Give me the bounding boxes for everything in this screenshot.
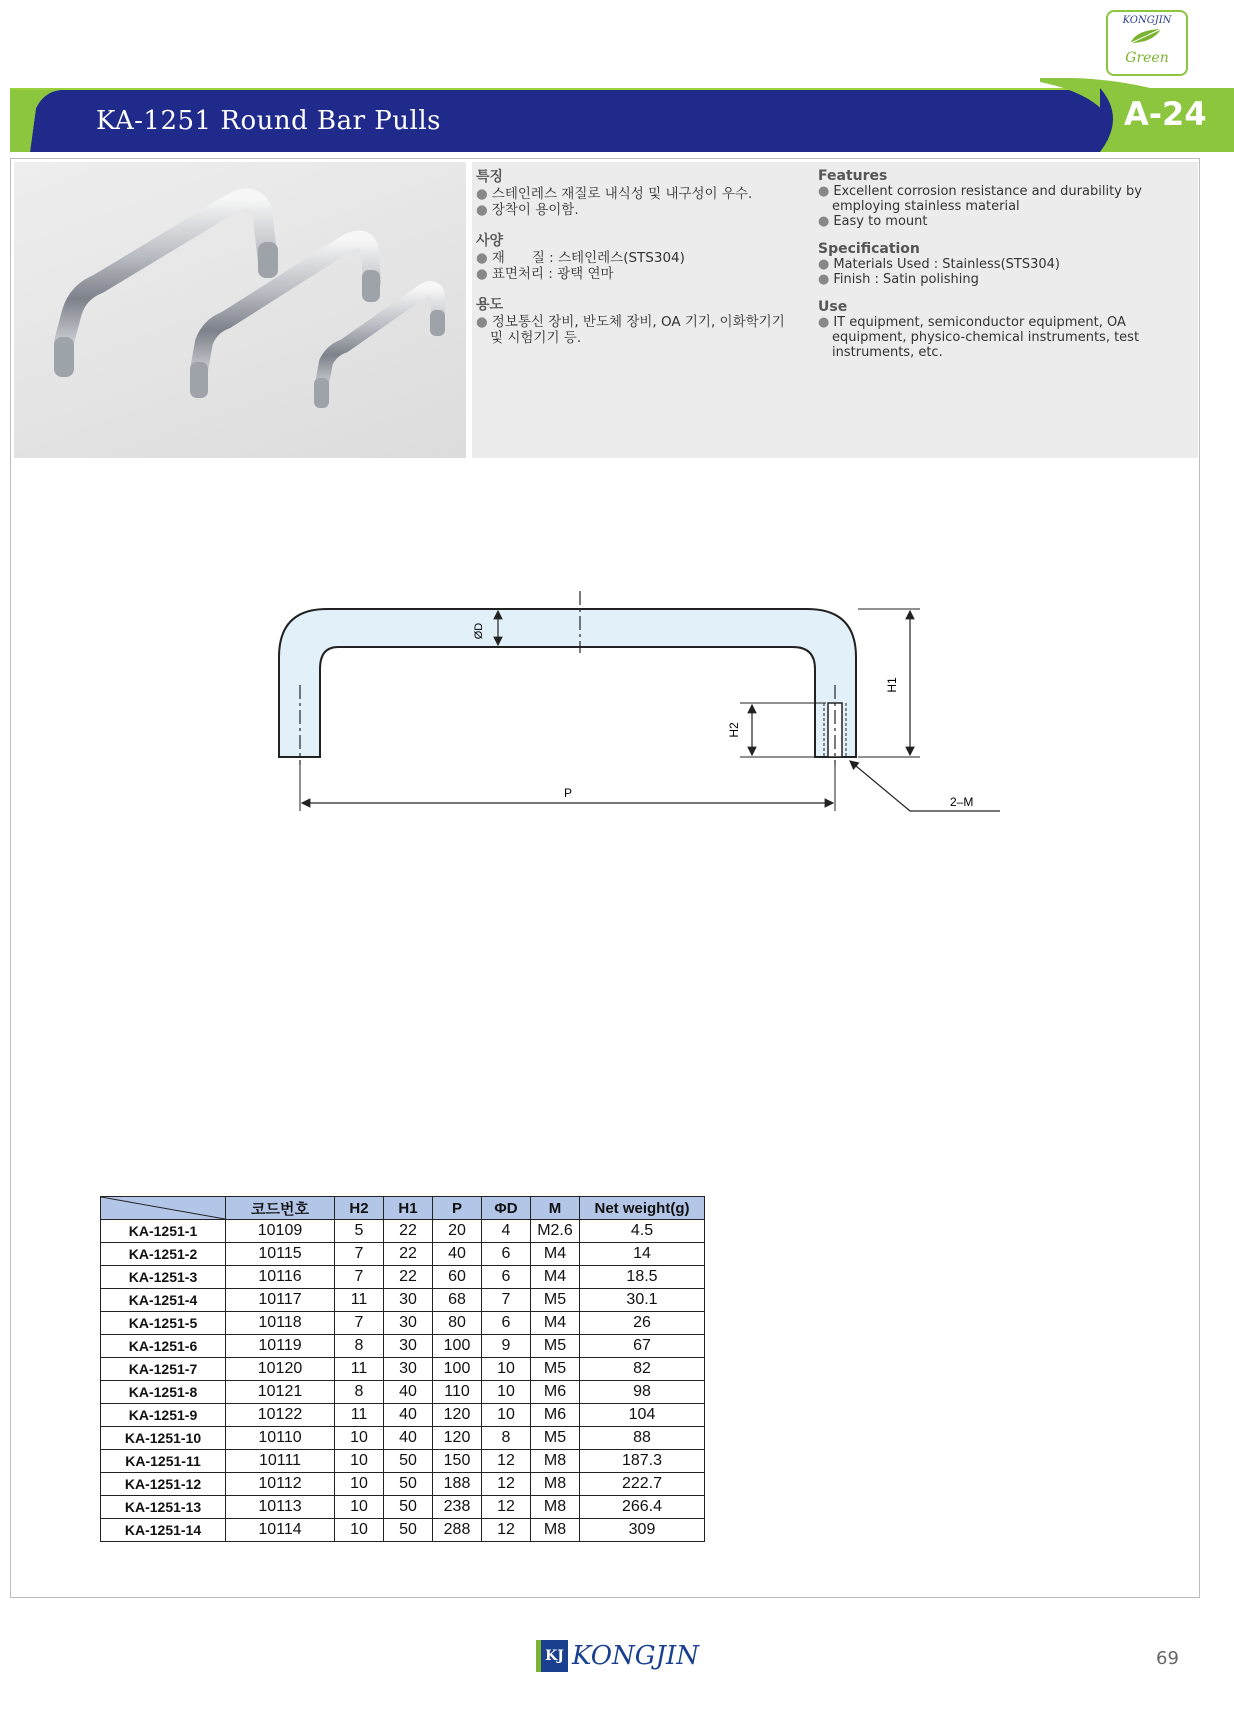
spec-en-item: ● Finish : Satin polishing (818, 272, 979, 287)
table-cell: 12 (482, 1496, 531, 1519)
table-corner-cell (101, 1197, 226, 1220)
table-row (101, 1381, 705, 1404)
table-cell: 10116 (226, 1266, 335, 1289)
table-cell: M6 (531, 1381, 580, 1404)
header-h2: H2 (335, 1197, 384, 1220)
table-cell: 40 (433, 1243, 482, 1266)
table-cell: 40 (384, 1427, 433, 1450)
table-cell-model: KA-1251-5 (101, 1312, 226, 1335)
features-ko-item: ● 스테인레스 재질로 내식성 및 내구성이 우수. (476, 186, 753, 202)
table-cell: 238 (433, 1496, 482, 1519)
table-cell: M5 (531, 1335, 580, 1358)
table-row (101, 1220, 705, 1243)
table-cell: 6 (482, 1243, 531, 1266)
table-cell-model: KA-1251-6 (101, 1335, 226, 1358)
table-cell: 50 (384, 1519, 433, 1542)
table-cell: 10111 (226, 1450, 335, 1473)
table-cell: 10 (482, 1404, 531, 1427)
table-cell: 7 (335, 1312, 384, 1335)
table-cell: 9 (482, 1335, 531, 1358)
table-cell: 40 (384, 1381, 433, 1404)
spec-ko-item: ● 표면처리 : 광택 연마 (476, 266, 614, 282)
table-cell: 288 (433, 1519, 482, 1542)
table-cell: M4 (531, 1243, 580, 1266)
header-d: ΦD (482, 1197, 531, 1220)
spec-ko-item: ● 재 질 : 스테인레스(STS304) (476, 250, 685, 266)
table-cell: M5 (531, 1427, 580, 1450)
footer-brand: KONGJIN (572, 1641, 700, 1671)
features-en-item: ● Easy to mount (818, 214, 928, 229)
table-cell: 22 (384, 1220, 433, 1243)
table-cell: 50 (384, 1496, 433, 1519)
use-en-item: ● IT equipment, semiconductor equipment, OA (818, 315, 1126, 330)
table-cell: M6 (531, 1404, 580, 1427)
table-cell: 222.7 (580, 1473, 705, 1496)
table-cell: 150 (433, 1450, 482, 1473)
table-cell: 82 (580, 1358, 705, 1381)
table-cell: 10 (335, 1427, 384, 1450)
table-row (101, 1496, 705, 1519)
table-cell: 11 (335, 1404, 384, 1427)
table-cell-model: KA-1251-13 (101, 1496, 226, 1519)
table-row (101, 1335, 705, 1358)
table-cell: 80 (433, 1312, 482, 1335)
header-weight: Net weight(g) (580, 1197, 705, 1220)
table-cell-model: KA-1251-3 (101, 1266, 226, 1289)
badge-brand-text: KONGJIN (1122, 15, 1172, 26)
table-header-row (101, 1197, 705, 1220)
table-cell: M5 (531, 1358, 580, 1381)
product-photo (14, 162, 466, 458)
table-cell: M8 (531, 1496, 580, 1519)
table-cell: 18.5 (580, 1266, 705, 1289)
table-cell: 104 (580, 1404, 705, 1427)
table-cell: 30 (384, 1312, 433, 1335)
table-cell: 100 (433, 1358, 482, 1381)
table-cell: 50 (384, 1473, 433, 1496)
table-cell: 10 (335, 1473, 384, 1496)
table-cell: 68 (433, 1289, 482, 1312)
table-cell: 7 (335, 1243, 384, 1266)
footer-logo (536, 1640, 699, 1674)
use-ko-item: ● 정보통신 장비, 반도체 장비, OA 기기, 이화학기기 (476, 314, 785, 330)
table-row (101, 1404, 705, 1427)
table-cell: 10117 (226, 1289, 335, 1312)
table-cell-model: KA-1251-9 (101, 1404, 226, 1427)
table-cell: 6 (482, 1266, 531, 1289)
table-cell: M4 (531, 1312, 580, 1335)
table-cell: 10112 (226, 1473, 335, 1496)
use-en-item: equipment, physico-chemical instruments, test (832, 330, 1140, 345)
table-cell: 7 (335, 1266, 384, 1289)
table-cell: 309 (580, 1519, 705, 1542)
dim-label-h1: H1 (885, 677, 899, 693)
header-code: 코드번호 (226, 1197, 335, 1220)
table-cell: 67 (580, 1335, 705, 1358)
table-cell: 12 (482, 1473, 531, 1496)
dim-label-h2: H2 (727, 722, 741, 738)
table-cell: 10121 (226, 1381, 335, 1404)
table-row (101, 1473, 705, 1496)
table-cell: 187.3 (580, 1450, 705, 1473)
spec-panel (472, 162, 1198, 458)
table-row (101, 1312, 705, 1335)
table-row (101, 1266, 705, 1289)
table-cell-model: KA-1251-7 (101, 1358, 226, 1381)
dim-label-m: 2–M (950, 795, 974, 809)
table-row (101, 1427, 705, 1450)
table-cell: 10109 (226, 1220, 335, 1243)
table-cell-model: KA-1251-2 (101, 1243, 226, 1266)
table-cell: 10115 (226, 1243, 335, 1266)
table-cell: 22 (384, 1243, 433, 1266)
table-row (101, 1519, 705, 1542)
header-m: M (531, 1197, 580, 1220)
table-cell: 8 (335, 1335, 384, 1358)
page-title: KA-1251 Round Bar Pulls (96, 106, 442, 136)
table-cell: 10119 (226, 1335, 335, 1358)
table-cell: 40 (384, 1404, 433, 1427)
table-cell: 10 (482, 1358, 531, 1381)
header-h1: H1 (384, 1197, 433, 1220)
table-cell: 98 (580, 1381, 705, 1404)
use-ko-heading: 용도 (476, 297, 504, 313)
table-cell: 8 (482, 1427, 531, 1450)
table-cell: M8 (531, 1473, 580, 1496)
table-cell: 110 (433, 1381, 482, 1404)
table-cell: M8 (531, 1519, 580, 1542)
features-en-heading: Features (818, 168, 888, 184)
table-row (101, 1289, 705, 1312)
table-cell-model: KA-1251-4 (101, 1289, 226, 1312)
technical-drawing (260, 585, 1020, 835)
table-cell: 10118 (226, 1312, 335, 1335)
table-cell: M5 (531, 1289, 580, 1312)
table-cell-model: KA-1251-11 (101, 1450, 226, 1473)
pull-outline (279, 609, 856, 757)
spec-en-item: ● Materials Used : Stainless(STS304) (818, 257, 1060, 272)
table-cell-model: KA-1251-1 (101, 1220, 226, 1243)
table-cell: 4.5 (580, 1220, 705, 1243)
table-cell: 10 (482, 1381, 531, 1404)
table-cell: 120 (433, 1427, 482, 1450)
table-cell: 26 (580, 1312, 705, 1335)
table-cell: 188 (433, 1473, 482, 1496)
dim-label-d: ØD (473, 622, 485, 640)
section-code: A-24 (1124, 95, 1207, 133)
badge-tag-text: Green (1125, 50, 1169, 66)
table-cell: 10110 (226, 1427, 335, 1450)
features-en-item: employing stainless material (832, 199, 1020, 214)
spec-table (100, 1196, 705, 1542)
table-cell: 12 (482, 1450, 531, 1473)
english-column (818, 168, 1188, 360)
table-cell: M8 (531, 1450, 580, 1473)
table-body (101, 1220, 705, 1542)
table-cell: 12 (482, 1519, 531, 1542)
header-p: P (433, 1197, 482, 1220)
table-cell: 10120 (226, 1358, 335, 1381)
table-cell: M2.6 (531, 1220, 580, 1243)
table-cell: 10 (335, 1496, 384, 1519)
table-cell: 22 (384, 1266, 433, 1289)
table-cell: 120 (433, 1404, 482, 1427)
spec-en-heading: Specification (818, 241, 920, 257)
table-cell: 60 (433, 1266, 482, 1289)
table-cell: 11 (335, 1358, 384, 1381)
table-cell: 14 (580, 1243, 705, 1266)
table-cell: 30 (384, 1358, 433, 1381)
diagonal-line (101, 1197, 225, 1219)
table-cell: 4 (482, 1220, 531, 1243)
table-cell: 8 (335, 1381, 384, 1404)
table-cell: 10113 (226, 1496, 335, 1519)
features-ko-item: ● 장착이 용이함. (476, 202, 579, 218)
table-row (101, 1358, 705, 1381)
table-cell: 30 (384, 1335, 433, 1358)
table-cell: 5 (335, 1220, 384, 1243)
table-cell: 30.1 (580, 1289, 705, 1312)
table-cell: 50 (384, 1450, 433, 1473)
table-cell: 10114 (226, 1519, 335, 1542)
table-cell: 11 (335, 1289, 384, 1312)
table-cell: 10 (335, 1450, 384, 1473)
use-en-item: instruments, etc. (832, 345, 943, 360)
use-en-heading: Use (818, 299, 848, 315)
table-cell: 266.4 (580, 1496, 705, 1519)
dim-label-p: P (564, 786, 573, 800)
korean-column (476, 166, 806, 346)
table-cell: 88 (580, 1427, 705, 1450)
table-cell: 6 (482, 1312, 531, 1335)
kj-logo-icon: KJ (536, 1640, 568, 1672)
table-cell-model: KA-1251-10 (101, 1427, 226, 1450)
table-row (101, 1243, 705, 1266)
table-cell: 20 (433, 1220, 482, 1243)
table-cell: 100 (433, 1335, 482, 1358)
features-en-item: ● Excellent corrosion resistance and durability by (818, 184, 1142, 199)
use-ko-item: 및 시험기기 등. (490, 330, 582, 346)
table-cell: 10 (335, 1519, 384, 1542)
table-cell: 30 (384, 1289, 433, 1312)
brand-badge (1106, 10, 1188, 76)
table-cell-model: KA-1251-8 (101, 1381, 226, 1404)
page-number: 69 (1156, 1648, 1179, 1669)
table-cell: M4 (531, 1266, 580, 1289)
table-cell-model: KA-1251-14 (101, 1519, 226, 1542)
spec-ko-heading: 사양 (476, 233, 504, 249)
round-bar-pulls-image (14, 162, 466, 458)
table-cell: 10122 (226, 1404, 335, 1427)
leaf-icon (1127, 26, 1167, 46)
table-cell-model: KA-1251-12 (101, 1473, 226, 1496)
table-row (101, 1450, 705, 1473)
features-ko-heading: 특징 (476, 169, 504, 185)
table-cell: 7 (482, 1289, 531, 1312)
